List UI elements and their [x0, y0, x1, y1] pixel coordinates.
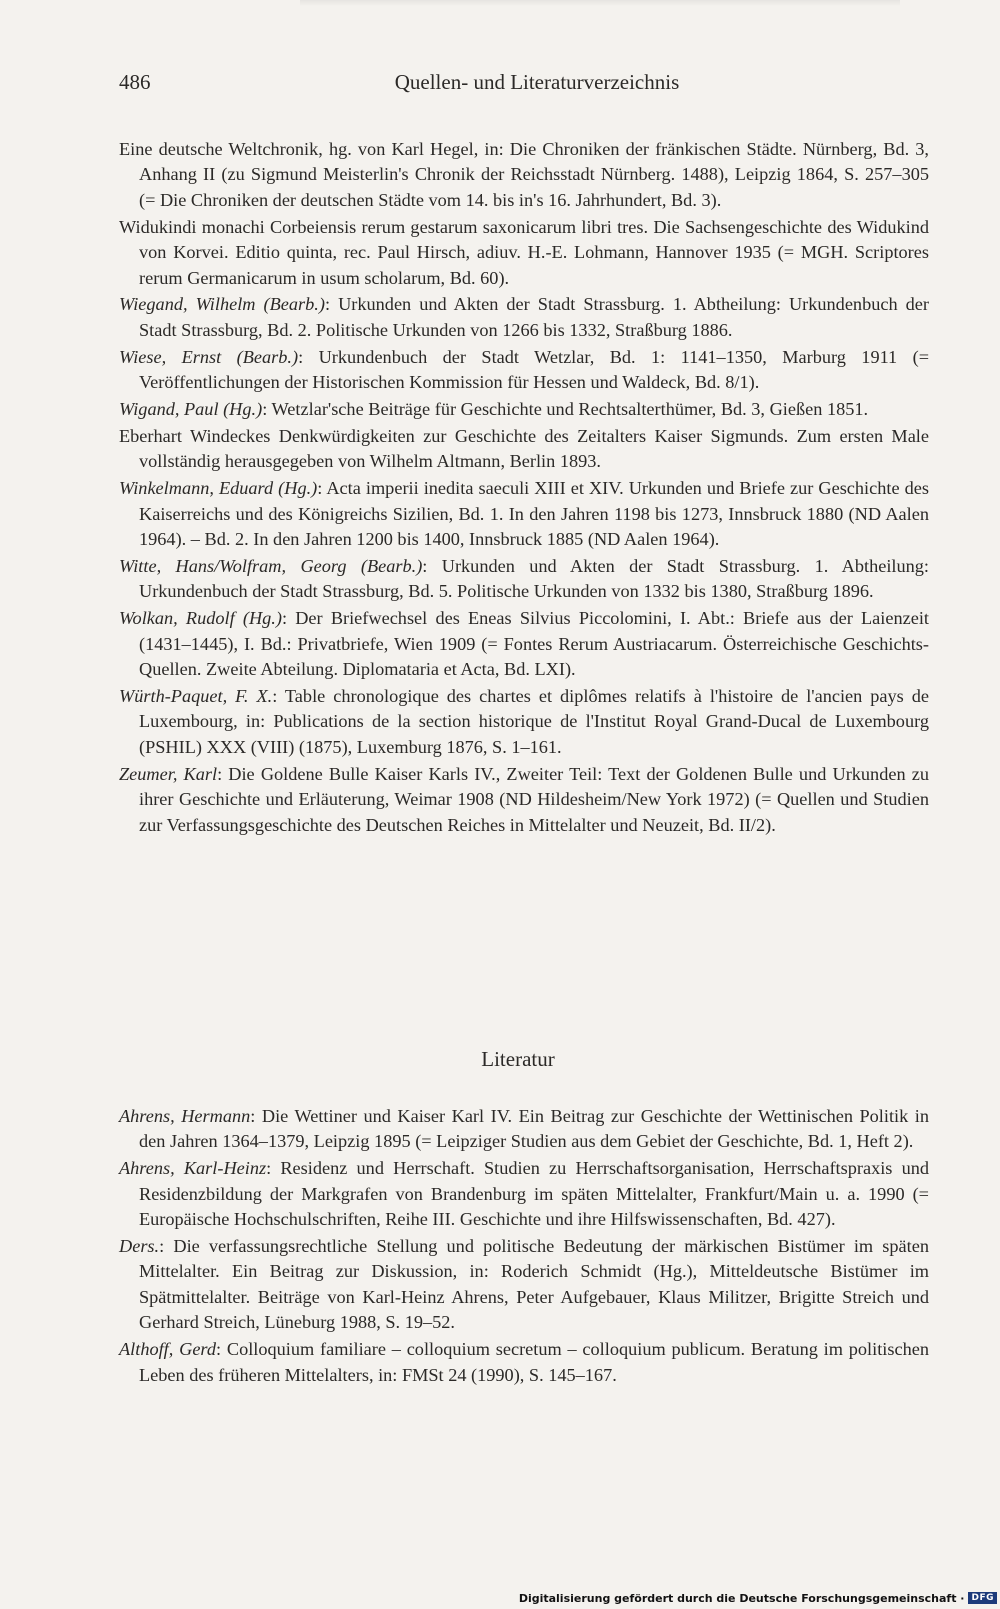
bibliography-entry: Wiegand, Wilhelm (Bearb.): Urkunden und Akten der Stadt Strassburg. 1. Abtheilung: Urkundenbuch der Stadt Strassburg, Bd. 2. Politische Urkunden von 1266 bis 1332, Straßburg 1886.	[119, 294, 929, 340]
bibliography-entry: Winkelmann, Eduard (Hg.): Acta imperii inedita saeculi XIII et XIV. Urkunden und Briefe zur Geschichte des Kaiserreichs und des Königreichs Sizilien, Bd. 1. In den Jahren 1198 bis 1273, Innsbruck 1880 (ND Aalen 1964). – Bd. 2. In den Jahren 1200 bis 1400, Innsbruck 1885 (ND Aalen 1964).	[119, 478, 929, 550]
footer-text: Digitalisierung gefördert durch die Deutsche Forschungsgemeinschaft ·	[518, 1591, 965, 1605]
bibliography-entry: Eine deutsche Weltchronik, hg. von Karl Hegel, in: Die Chroniken der fränkischen Städte. Nürnberg, Bd. 3, Anhang II (zu Sigmund Meisterlin's Chronik der Reichsstadt Nürnberg. 1488), Leipzig 1864, S. 257–305 (= Die Chroniken der deutschen Städte vom 14. bis in's 16. Jahrhundert, Bd. 3).	[119, 139, 929, 210]
bibliography-entry: Ders.: Die verfassungsrechtliche Stellung und politische Bedeutung der märkischen Bistümer im späten Mittelalter. Ein Beitrag zur Diskussion, in: Roderich Schmidt (Hg.), Mitteldeutsche Bistümer im Spätmittelalter. Beiträge von Karl-Heinz Ahrens, Peter Aufgebauer, Klaus Militzer, Brigitte Streich und Gerhard Streich, Lüneburg 1988, S. 19–52.	[119, 1236, 929, 1333]
bibliography-entry: Althoff, Gerd: Colloquium familiare – colloquium secretum – colloquium publicum. Beratung im politischen Leben des früheren Mittelalters, in: FMSt 24 (1990), S. 145–167.	[119, 1339, 929, 1385]
bibliography-entry: Ahrens, Karl-Heinz: Residenz und Herrschaft. Studien zu Herrschaftsorganisation, Herrschaftspraxis und Residenzbildung der Markgrafen von Brandenburg im späten Mittelalter, Frankfurt/Main u. a. 1990 (= Europäische Hochschulschriften, Reihe III. Geschichte und ihre Hilfswissenschaften, Bd. 427).	[119, 1158, 929, 1230]
bibliography-entry: Ahrens, Hermann: Die Wettiner und Kaiser Karl IV. Ein Beitrag zur Geschichte der Wettinischen Politik in den Jahren 1364–1379, Leipzig 1895 (= Leipziger Studien aus dem Gebiet der Geschichte, Bd. 1, Heft 2).	[119, 1106, 929, 1152]
scan-edge-shadow	[300, 0, 900, 6]
running-title: Quellen- und Literaturverzeichnis	[394, 70, 680, 94]
page-header	[119, 70, 919, 106]
digitization-footer	[519, 1590, 997, 1606]
bibliography-entry: Wiese, Ernst (Bearb.): Urkundenbuch der Stadt Wetzlar, Bd. 1: 1141–1350, Marburg 1911 (= Veröffentlichungen der Historischen Kommission für Hessen und Waldeck, Bd. 8/1).	[119, 346, 930, 393]
dfg-logo: DFG	[968, 1592, 997, 1604]
bibliography-entry: Wigand, Paul (Hg.): Wetzlar'sche Beiträge für Geschichte und Rechtsalterthümer, Bd. 3, Gießen 1851.	[119, 399, 869, 420]
bibliography-entry: Wolkan, Rudolf (Hg.): Der Briefwechsel des Eneas Silvius Piccolomini, I. Abt.: Briefe aus der Laienzeit (1431–1445), I. Bd.: Privatbriefe, Wien 1909 (= Fontes Rerum Austriacarum. Österreichische Geschichts-Quellen. Zweite Abteilung. Diplomataria et Acta, Bd. LXI).	[119, 608, 929, 680]
sources-list	[119, 137, 929, 839]
bibliography-entry: Witte, Hans/Wolfram, Georg (Bearb.): Urkunden und Akten der Stadt Strassburg. 1. Abtheilung: Urkundenbuch der Stadt Strassburg, Bd. 5. Politische Urkunden von 1332 bis 1380, Straßburg 1896.	[119, 556, 929, 602]
section-heading-literatur: Literatur	[481, 1047, 555, 1071]
bibliography-entry: Würth-Paquet, F. X.: Table chronologique des chartes et diplômes relatifs à l'histoire de l'ancien pays de Luxembourg, in: Publications de la section historique de l'Institut Royal Grand-Ducal de Luxembourg (PSHIL) XXX (VIII) (1875), Luxemburg 1876, S. 1–161.	[119, 686, 929, 757]
bibliography-entry: Eberhart Windeckes Denkwürdigkeiten zur Geschichte des Zeitalters Kaiser Sigmunds. Zum ersten Male vollständig herausgegeben von Wilhelm Altmann, Berlin 1893.	[119, 425, 929, 472]
page-number: 486	[119, 70, 151, 94]
bibliography-entry: Widukindi monachi Corbeiensis rerum gestarum saxonicarum libri tres. Die Sachsengeschichte des Widukind von Korvei. Editio quinta, rec. Paul Hirsch, adiuv. H.-E. Lohmann, Hannover 1935 (= MGH. Scriptores rerum Germanicarum in usum scholarum, Bd. 60).	[119, 216, 929, 288]
literature-list	[119, 1104, 929, 1389]
bibliography-entry: Zeumer, Karl: Die Goldene Bulle Kaiser Karls IV., Zweiter Teil: Text der Goldenen Bulle und Urkunden zu ihrer Geschichte und Erläuterung, Weimar 1908 (ND Hildesheim/New York 1972) (= Quellen und Studien zur Verfassungsgeschichte des Deutschen Reiches in Mittelalter und Neuzeit, Bd. II/2).	[119, 763, 929, 835]
